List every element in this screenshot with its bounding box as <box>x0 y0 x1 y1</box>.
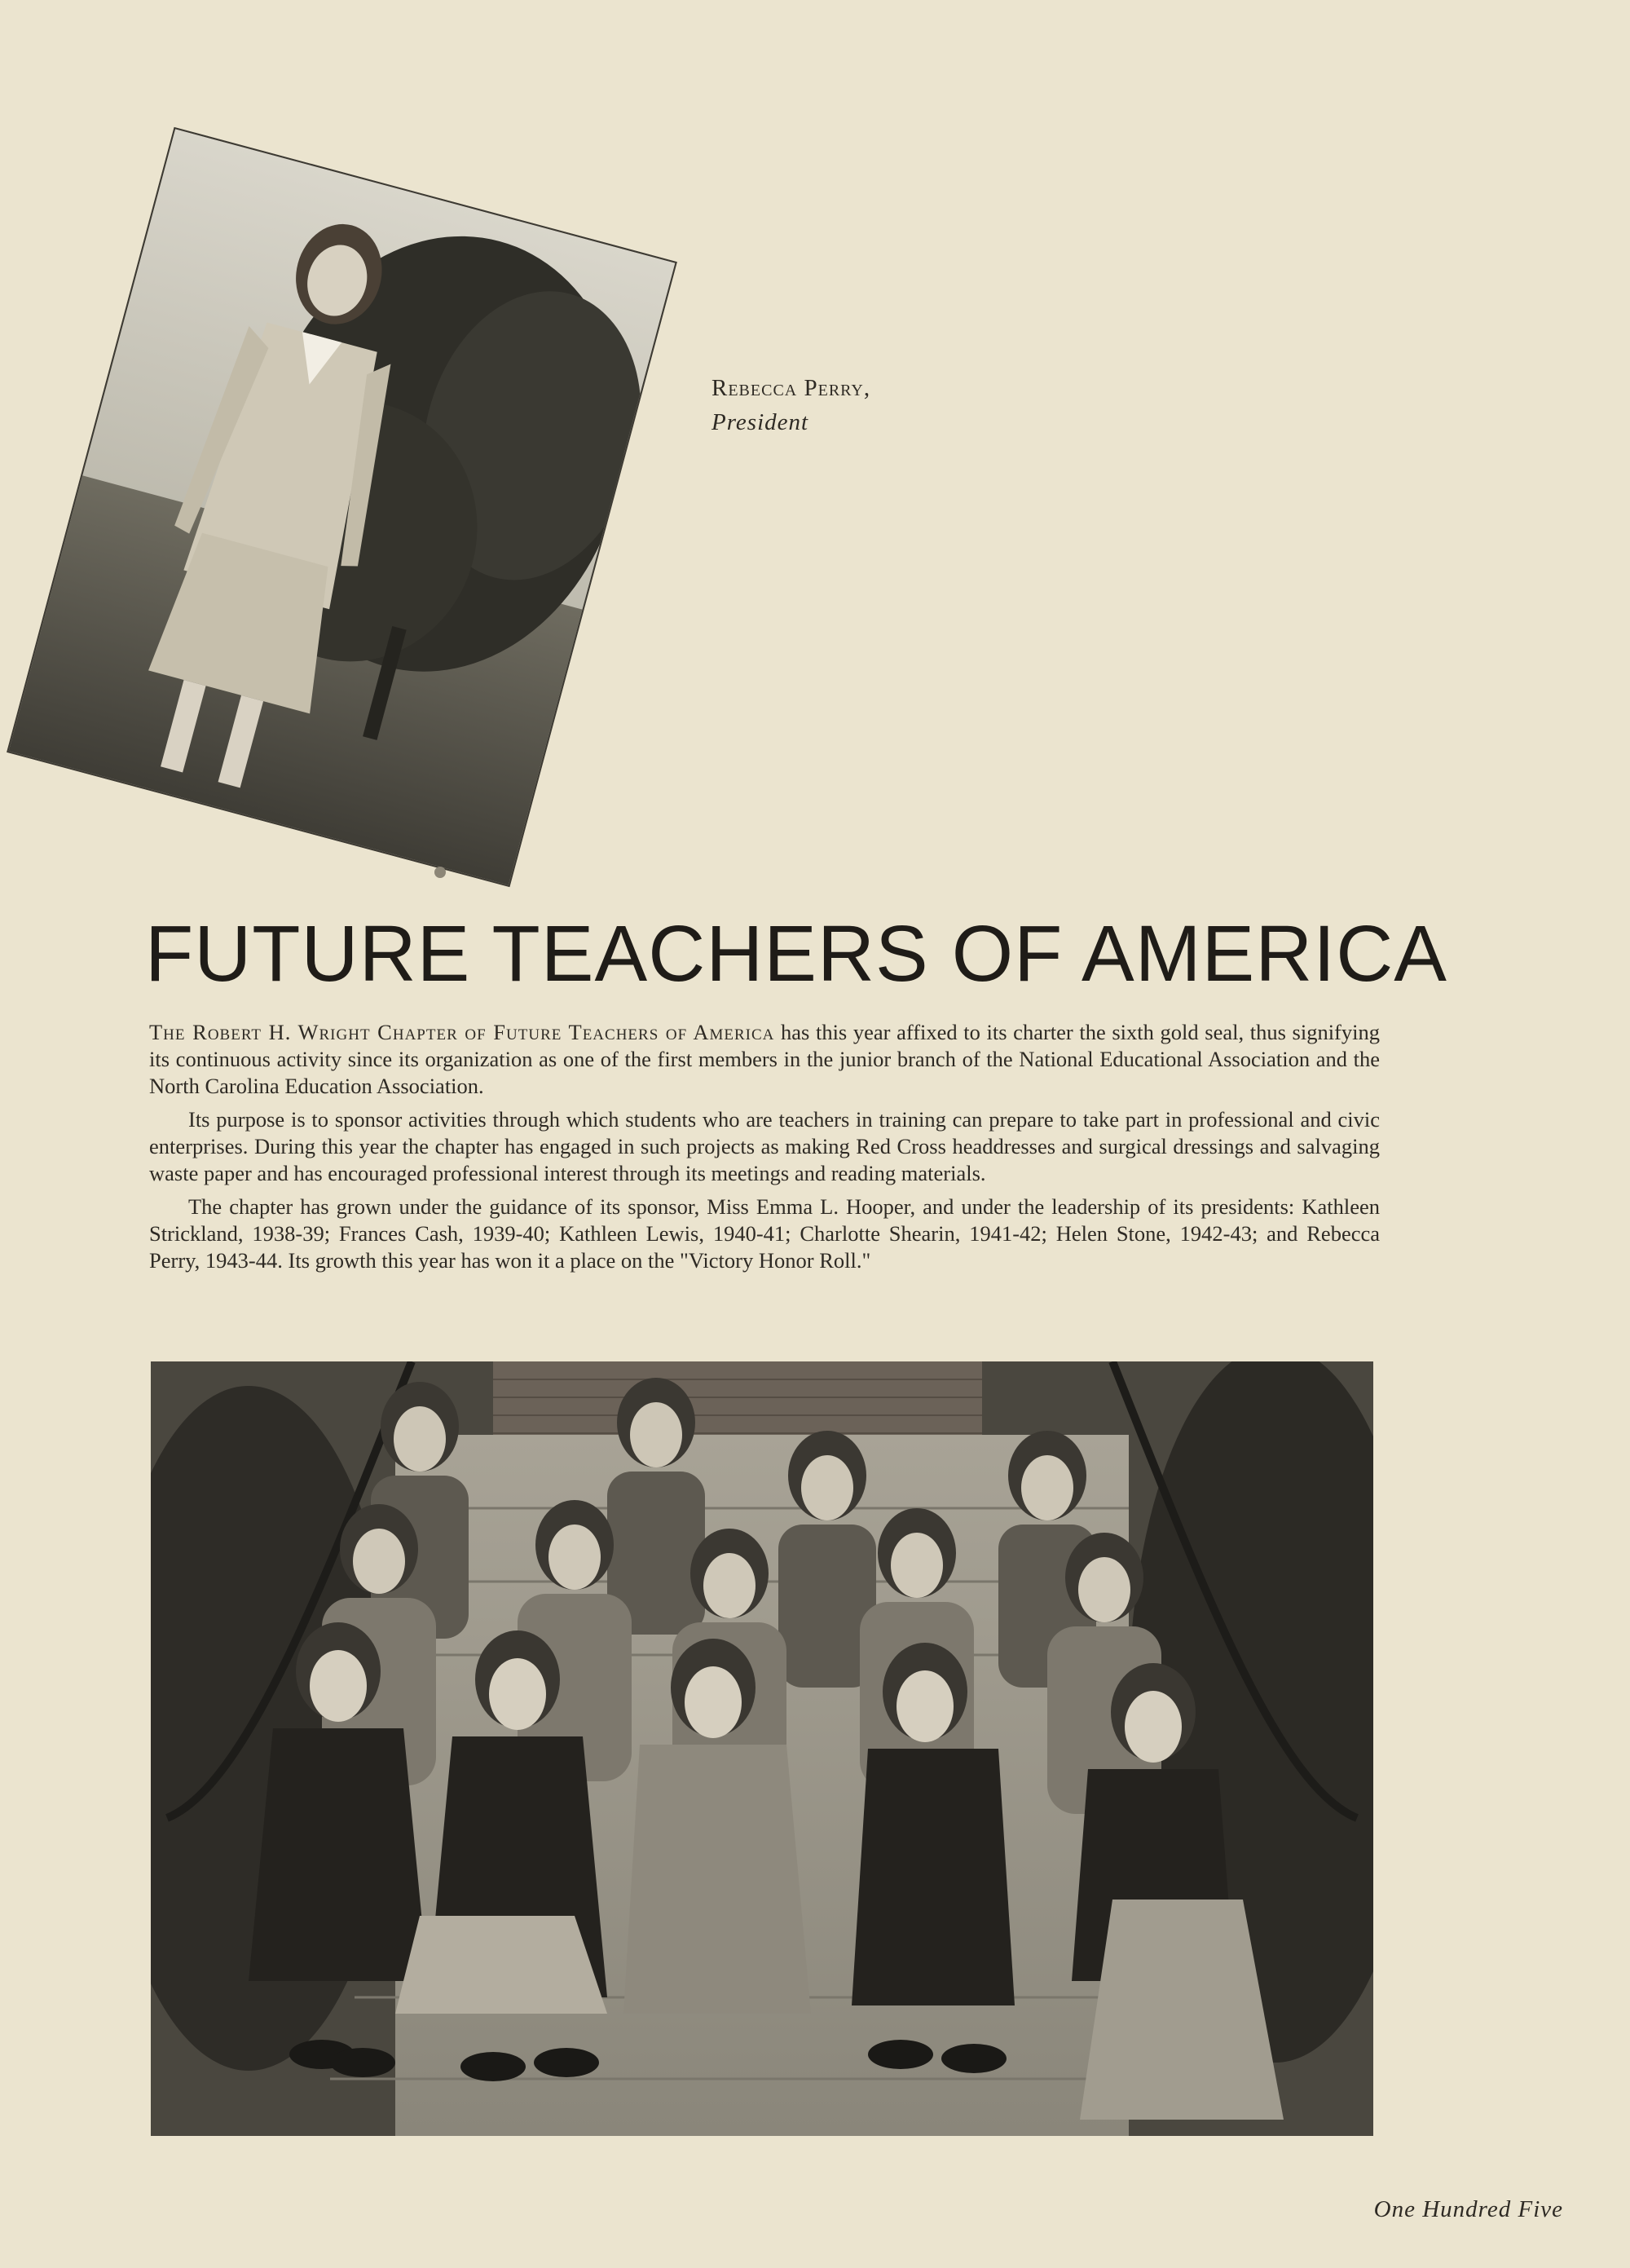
page-mark <box>434 867 446 878</box>
paragraph-1-text: has this year affixed to its charter the sixth gold seal, thus signifying its continuous activity since its organization as one of the first members in the junior branch of the National Educational Association and the North Carolina Education Association. <box>149 1020 1380 1098</box>
portrait-caption <box>711 371 870 439</box>
group-photo <box>151 1361 1373 2136</box>
president-portrait-photo <box>7 127 677 887</box>
president-name: Rebecca Perry, <box>711 375 871 401</box>
article-body <box>149 1019 1380 1281</box>
paragraph-1 <box>149 1019 1380 1100</box>
paragraph-1-lead: The Robert H. Wright Chapter of Future Teachers of America <box>149 1020 775 1044</box>
page-title: FUTURE TEACHERS OF AMERICA <box>145 909 1447 998</box>
page-number: One Hundred Five <box>1373 2196 1563 2222</box>
president-role: President <box>711 409 809 435</box>
paragraph-3: The chapter has grown under the guidance of its sponsor, Miss Emma L. Hooper, and under the leadership of its presidents: Kathleen Strickland, 1938-39; Frances Cash, 1939-40; Kathleen Lewis, 1940-41; Charlotte Shearin, 1941-42; Helen Stone, 1942-43; and Rebecca Perry, 1943-44. Its growth this year has won it a place on the "Victory Honor Roll." <box>149 1194 1380 1273</box>
paragraph-2: Its purpose is to sponsor activities through which students who are teachers in training can prepare to take part in professional and civic enterprises. During this year the chapter has engaged in such projects as making Red Cross headdresses and surgical dressings and salvaging waste paper and has encouraged professional interest through its meetings and reading materials. <box>149 1107 1380 1185</box>
